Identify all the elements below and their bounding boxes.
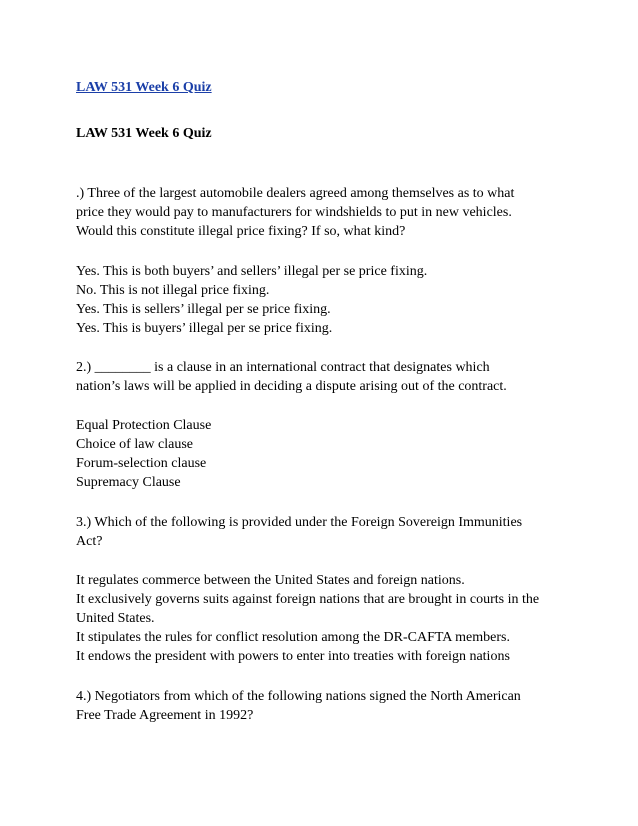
question-1-text-line: Would this constitute illegal price fixing? If so, what kind? <box>76 224 406 239</box>
question-3-option: It stipulates the rules for conflict resolution among the DR-CAFTA members. <box>76 630 510 645</box>
question-2-text-line: 2.) ________ is a clause in an international contract that designates which <box>76 360 490 375</box>
question-3-option: United States. <box>76 611 155 626</box>
document-heading: LAW 531 Week 6 Quiz <box>76 126 212 141</box>
question-1-option: No. This is not illegal price fixing. <box>76 283 270 298</box>
question-4-text-line: Free Trade Agreement in 1992? <box>76 708 254 723</box>
question-2-option: Equal Protection Clause <box>76 418 212 433</box>
question-2-option: Choice of law clause <box>76 437 194 452</box>
question-1-option: Yes. This is both buyers’ and sellers’ illegal per se price fixing. <box>76 264 428 279</box>
question-1-text-line: .) Three of the largest automobile dealers agreed among themselves as to what <box>76 186 515 201</box>
question-1-option: Yes. This is buyers’ illegal per se price fixing. <box>76 321 333 336</box>
question-3-text-line: Act? <box>76 534 103 549</box>
question-3-option: It exclusively governs suits against foreign nations that are brought in courts in the <box>76 592 540 607</box>
question-3-option: It endows the president with powers to enter into treaties with foreign nations <box>76 649 510 664</box>
question-4-text-line: 4.) Negotiators from which of the following nations signed the North American <box>76 689 521 704</box>
title-link[interactable]: LAW 531 Week 6 Quiz <box>76 80 212 95</box>
question-1-option: Yes. This is sellers’ illegal per se price fixing. <box>76 302 331 317</box>
question-2-option: Supremacy Clause <box>76 475 181 490</box>
question-3-option: It regulates commerce between the United States and foreign nations. <box>76 573 465 588</box>
question-3-text-line: 3.) Which of the following is provided under the Foreign Sovereign Immunities <box>76 515 523 530</box>
question-2-option: Forum-selection clause <box>76 456 207 471</box>
question-2-text-line: nation’s laws will be applied in deciding a dispute arising out of the contract. <box>76 379 507 394</box>
question-1-text-line: price they would pay to manufacturers for windshields to put in new vehicles. <box>76 205 512 220</box>
